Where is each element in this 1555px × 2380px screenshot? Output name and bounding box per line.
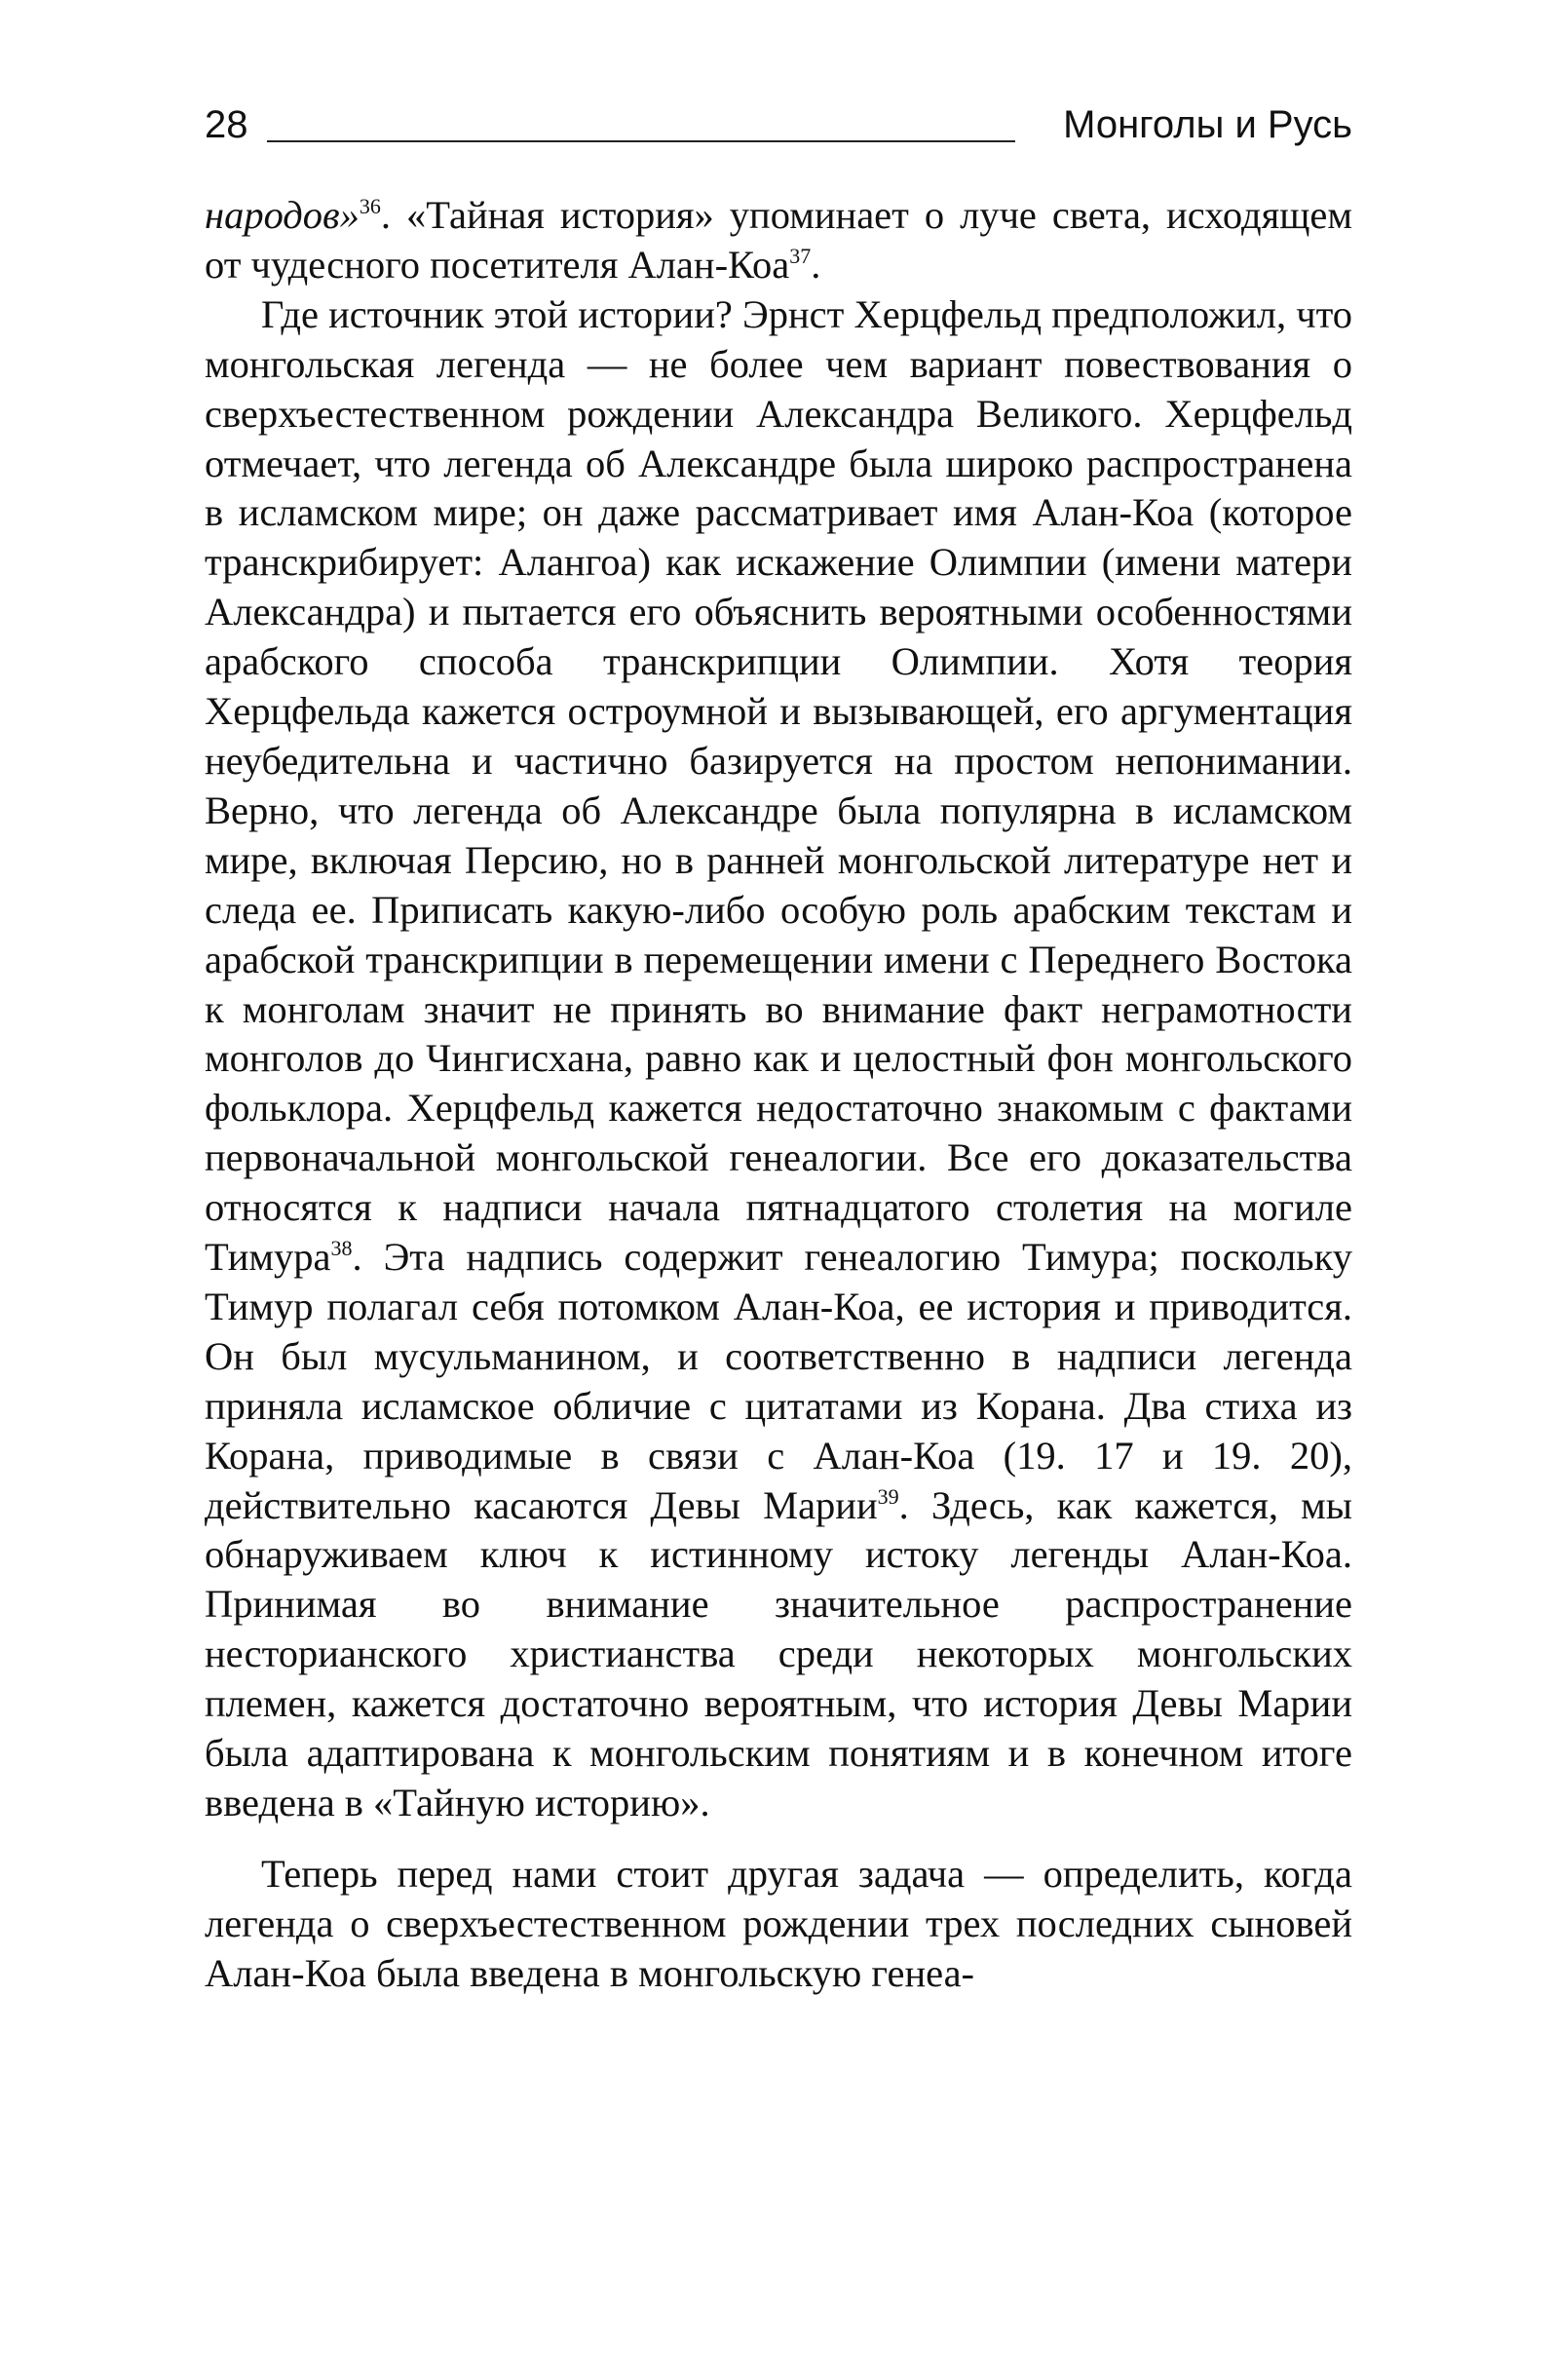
paragraph-text: Где источник этой истории? Эрнст Херцфельд предположил, что монгольская легенда — не более чем вариант повествования о сверхъестественном рождении Александра Великого. Херцфельд отмечает, что легенда об Александре была широко распространена в исламском мире; он даже рассматривает имя Алан-Коа (которое транскрибирует: Алангоа) как искажение Олимпии (имени матери Александра) и пытается его объяснить вероятными особенностями арабского способа транскрипции Олимпии. Хотя теория Херцфельда кажется остроумной и вызывающей, его аргументация неубедительна и частично базируется на простом непонимании. Верно, что легенда об Александре была популярна в исламском мире, включая Персию, но в ранней монгольской литературе нет и следа ее. Приписать какую-либо особую роль арабским текстам и арабской транскрипции в перемещении имени с Переднего Востока к монголам значит не принять во внимание факт неграмотности монголов до Чингисхана, равно как и целостный фон монгольского фольклора. Херцфельд кажется недостаточно знакомым с фактами первоначальной монгольской генеалогии. Все его доказательства относятся к надписи начала пятнадцатого столетия на могиле Тимура	[205, 291, 1352, 1280]
paragraph-text: Теперь перед нами стоит другая задача — определить, когда легенда о сверхъестественном рождении трех последних сыновей Алан-Коа была введена в монгольскую генеа-	[205, 1851, 1352, 1995]
paragraph-3	[205, 1850, 1352, 1999]
paragraph-1	[205, 191, 1352, 290]
page-number: 28	[205, 103, 248, 146]
paragraph-text: . «Тайная история» упоминает о луче света, исходящем от чудесного посетителя Алан-Коа	[205, 193, 1352, 287]
running-header	[205, 96, 1352, 154]
footnote-ref: 37	[789, 243, 812, 268]
running-title: Монголы и Русь	[1063, 103, 1352, 146]
paragraph-text: . Здесь, как кажется, мы обнаруживаем ключ к истинному истоку легенды Алан-Коа. Принимая во внимание значительное распространение несторианского христианства среди некоторых монгольских племен, кажется достаточно вероятным, что история Девы Марии была адаптирована к монгольским понятиям и в конечном итоге введена в «Тайную историю».	[205, 1482, 1352, 1824]
footnote-ref: 39	[877, 1483, 899, 1509]
paragraph-2	[205, 290, 1352, 1828]
footnote-ref: 36	[359, 194, 381, 218]
paragraph-text: . Эта надпись содержит генеалогию Тимура; поскольку Тимур полагал себя потомком Алан-Коа, ее история и приводится. Он был мусульманином, и соответственно в надписи легенда приняла исламское обличие с цитатами из Корана. Два стиха из Корана, приводимые в связи с Алан-Коа (19. 17 и 19. 20), действительно касаются Девы Марии	[205, 1235, 1352, 1527]
footnote-ref: 38	[330, 1236, 353, 1261]
body-text	[205, 191, 1352, 1999]
header-rule	[267, 140, 1015, 142]
paragraph-text: .	[811, 242, 821, 287]
italic-lead: народов»	[205, 193, 360, 237]
